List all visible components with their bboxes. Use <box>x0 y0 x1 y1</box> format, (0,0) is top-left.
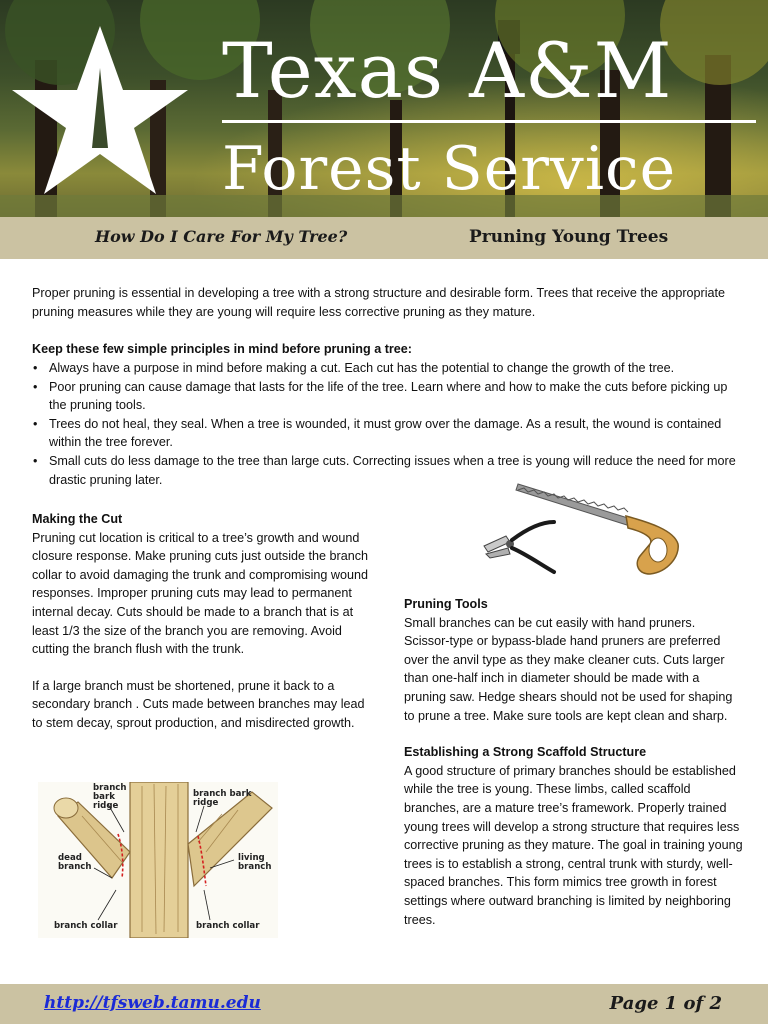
header-banner <box>0 0 768 217</box>
branch-cut-diagram <box>38 782 278 938</box>
making-cut-paragraph-2: If a large branch must be shortened, prune it back to a secondary branch . Cuts made between branches may lead to stem decay, sprout production, and misdirected growth. <box>32 678 365 730</box>
list-item-text: Always have a purpose in mind before making a cut. Each cut has the potential to change the growth of the tree. <box>49 361 675 375</box>
subheader-topic: Pruning Young Trees <box>469 227 669 247</box>
title-divider <box>222 120 756 123</box>
website-link[interactable]: http://tfsweb.tamu.edu <box>44 993 261 1013</box>
bullet-icon: • <box>33 453 38 468</box>
title-line-2: Forest Service <box>222 134 677 204</box>
pruning-tools-heading: Pruning Tools <box>404 597 488 611</box>
label-dead-branch: dead branch <box>58 853 92 872</box>
label-branch-collar-left: branch collar <box>54 921 118 931</box>
scaffold-paragraph: A good structure of primary branches should be established while the tree is young. These limbs, called scaffold branches, are a mature tree’s framework. Properly trained young trees will develop a strong structure that requires less corrective pruning as they mature. The goal in training young trees is to establish a strong, central trunk with sturdy, well-spaced branches. This form mimics tree growth in forest settings where outward branching is limited by neighboring trees. <box>404 763 743 927</box>
intro-paragraph: Proper pruning is essential in developing a tree with a strong structure and desirable form. Trees that receive the appropriate pruning measures while they are young will require less corrective pruning as they mature. <box>32 286 726 319</box>
label-living-branch: living branch <box>238 853 272 872</box>
list-item <box>32 359 748 378</box>
bullet-icon: • <box>33 379 38 394</box>
principles-heading: Keep these few simple principles in mind before pruning a tree: <box>32 342 412 356</box>
bullet-icon: • <box>33 361 38 375</box>
label-branch-collar-right: branch collar <box>196 921 260 931</box>
title-line-1: Texas A&M <box>222 26 673 115</box>
subheader-bar <box>0 217 768 259</box>
making-cut-heading: Making the Cut <box>32 512 123 526</box>
pruning-tools-illustration <box>478 478 683 578</box>
star-logo-icon <box>10 18 190 198</box>
list-item <box>32 415 748 452</box>
page-number: Page 1 of 2 <box>609 993 722 1014</box>
right-column <box>404 595 744 929</box>
label-branch-bark-ridge-left: branch bark ridge <box>93 783 127 811</box>
making-cut-paragraph-1: Pruning cut location is critical to a tree’s growth and wound closure response. Make pruning cuts just outside the branch collar to avoid damaging the trunk and compromising wound responses. Improper pruning cuts may lead to permanent internal decay. Cuts should be made to a branch that is at least 1/3 the size of the branch you are removing. Avoid cutting the branch flush with the trunk. <box>32 530 369 657</box>
label-branch-bark-ridge-right: branch bark ridge <box>193 789 252 808</box>
subheader-question: How Do I Care For My Tree? <box>95 227 348 246</box>
list-item <box>32 378 748 415</box>
principles-list <box>32 359 748 489</box>
footer-bar <box>0 984 768 1024</box>
pruning-tools-paragraph: Small branches can be cut easily with hand pruners. Scissor-type or bypass-blade hand pruners are preferred over the anvil type as they make cleaner cuts. Cuts larger than one-half inch in diameter should be made with a pruning saw. Hedge shears should not be used for shaping to prune a tree. Make sure tools are kept clean and sharp. <box>404 615 733 723</box>
list-item-text: Poor pruning can cause damage that lasts for the life of the tree. Learn where and how to make the cuts before picking up the pruning tools. <box>49 379 728 413</box>
list-item-text: Small cuts do less damage to the tree than large cuts. Correcting issues when a tree is young will reduce the need for more drastic pruning later. <box>49 453 736 487</box>
list-item-text: Trees do not heal, they seal. When a tree is wounded, it must grow over the damage. As a result, the wound is contained within the tree forever. <box>49 416 722 450</box>
bullet-icon: • <box>33 416 38 431</box>
making-cut-section <box>32 510 372 733</box>
scaffold-heading: Establishing a Strong Scaffold Structure <box>404 745 647 760</box>
